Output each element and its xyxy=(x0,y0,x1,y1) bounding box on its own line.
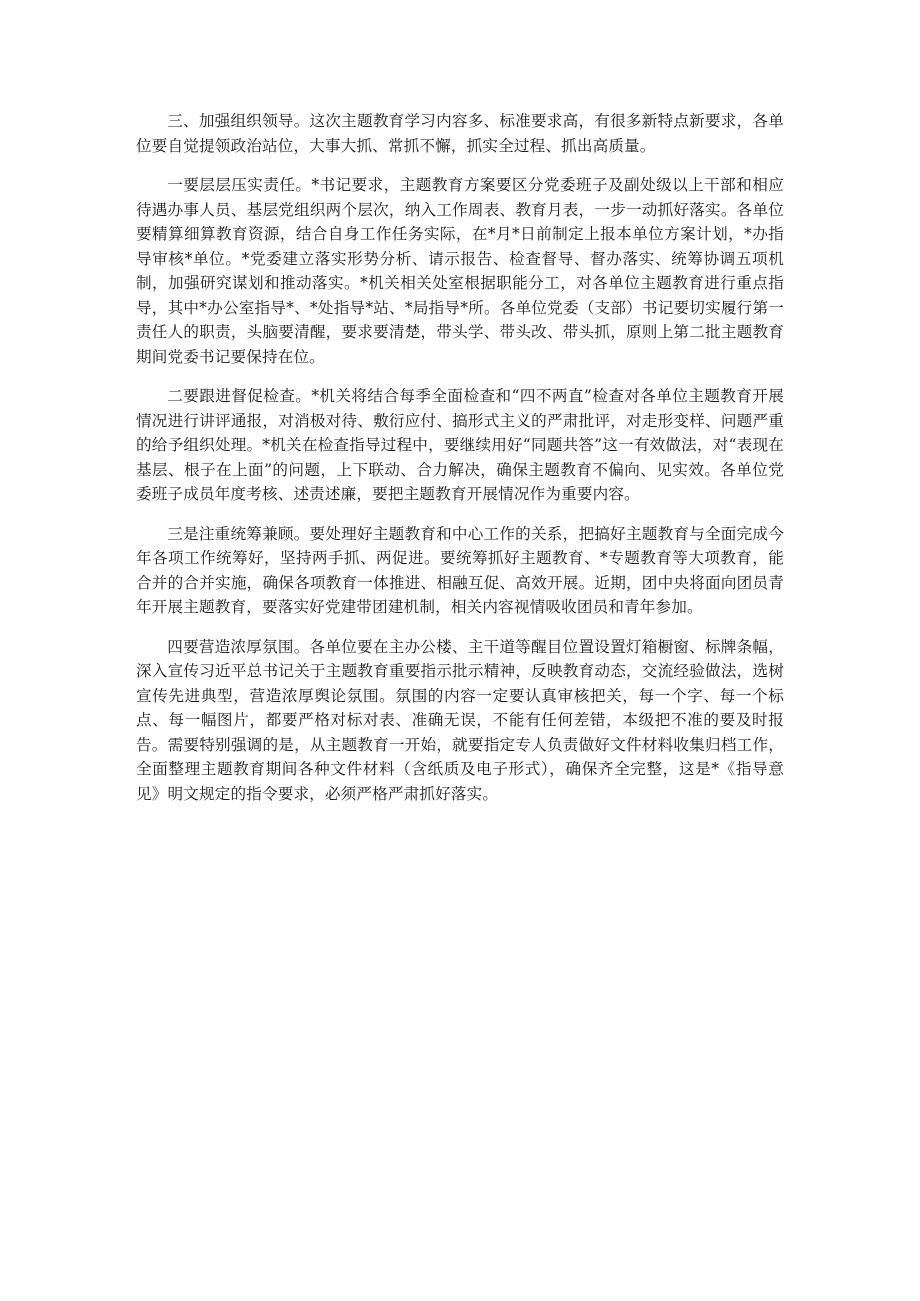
paragraph-atmosphere: 四要营造浓厚氛围。各单位要在主办公楼、主干道等醒目位置设置灯箱橱窗、标牌条幅，深入宣传习近平总书记关于主题教育重要指示批示精神，反映教育动态，交流经验做法，选树宣传先进典型，营造浓厚舆论氛围。氛围的内容一定要认真审核把关，每一个字、每一个标点、每一幅图片，都要严格对标对表、准确无误，不能有任何差错，本级把不准的要及时报告。需要特别强调的是，从主题教育一开始，就要指定专人负责做好文件材料收集归档工作，全面整理主题教育期间各种文件材料（含纸质及电子形式），确保齐全完整，这是*《指导意见》明文规定的指令要求，必须严格严肃抓好落实。 xyxy=(136,637,784,803)
paragraph-supervision-inspection: 二要跟进督促检查。*机关将结合每季全面检查和“四不两直”检查对各单位主题教育开展情况进行讲评通报，对消极对待、敷衍应付、搞形式主义的严肃批评，对走形变样、问题严重的给予组织处理。*机关在检查指导过程中，要继续用好“同题共答”这一有效做法，对“表现在基层、根子在上面”的问题，上下联动、合力解决，确保主题教育不偏向、见实效。各单位党委班子成员年度考核、述责述廉，要把主题教育开展情况作为重要内容。 xyxy=(136,387,784,503)
paragraph-organization-leadership: 三、加强组织领导。这次主题教育学习内容多、标准要求高，有很多新特点新要求，各单位要自觉提领政治站位，大事大抓、常抓不懈，抓实全过程、抓出高质量。 xyxy=(136,112,784,155)
paragraph-overall-planning: 三是注重统筹兼顾。要处理好主题教育和中心工作的关系，把搞好主题教育与全面完成今年各项工作统筹好，坚持两手抓、两促进。要统筹抓好主题教育、*专题教育等大项教育，能合并的合并实施，确保各项教育一体推进、相融互促、高效开展。近期，团中央将面向团员青年开展主题教育，要落实好党建带团建机制，相关内容视情吸收团员和青年参加。 xyxy=(136,524,784,616)
document-body xyxy=(136,109,784,821)
paragraph-responsibility: 一要层层压实责任。*书记要求，主题教育方案要区分党委班子及副处级以上干部和相应待遇办事人员、基层党组织两个层次，纳入工作周表、教育月表，一步一动抓好落实。各单位要精算细算教育资源，结合自身工作任务实际，在*月*日前制定上报本单位方案计划，*办指导审核*单位。*党委建立落实形势分析、请示报告、检查督导、督办落实、统筹协调五项机制，加强研究谋划和推动落实。*机关相关处室根据职能分工，对各单位主题教育进行重点指导，其中*办公室指导*、*处指导*站、*局指导*所。各单位党委（支部）书记要切实履行第一责任人的职责，头脑要清醒，要求要清楚，带头学、带头改、带头抓，原则上第二批主题教育期间党委书记要保持在位。 xyxy=(136,176,784,366)
